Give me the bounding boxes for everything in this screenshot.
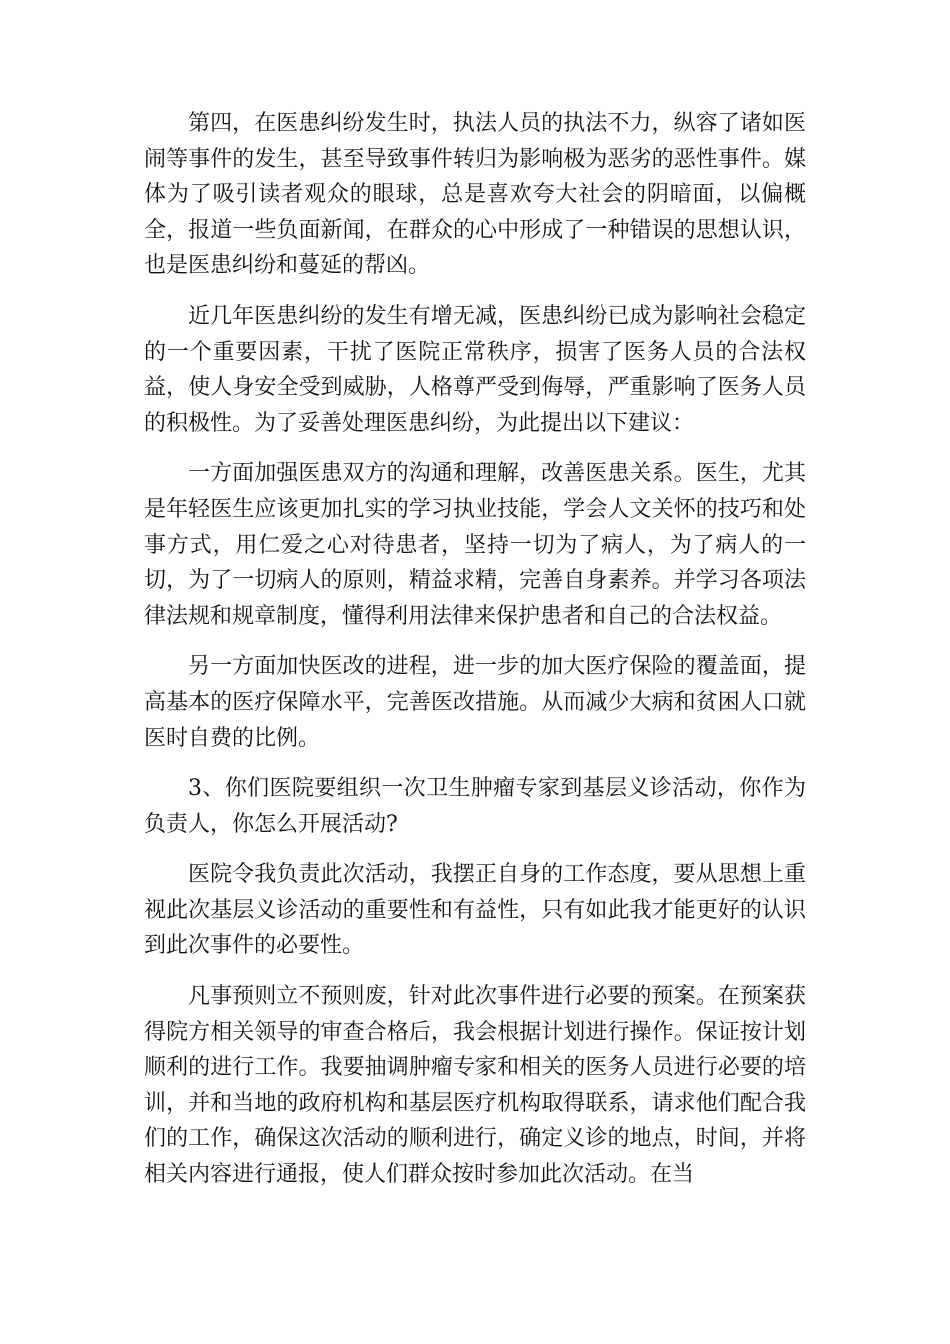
paragraph-answer-plan: 凡事预则立不预则废，针对此次事件进行必要的预案。在预案获得院方相关领导的审查合格后，我会根据计划进行操作。保证按计划顺利的进行工作。我要抽调肿瘤专家和相关的医务人员进行必要的培训，并和当地的政府机构和基层医疗机构取得联系，请求他们配合我们的工作，确保这次活动的顺利进行，确定义诊的地点，时间，并将相关内容进行通报，使人们群众按时参加此次活动。在当 [144,984,806,1188]
paragraph-medical-dispute-causes: 第四，在医患纠纷发生时，执法人员的执法不力，纵容了诸如医闹等事件的发生，甚至导致事件转归为影响极为恶劣的恶性事件。媒体为了吸引读者观众的眼球，总是喜欢夸大社会的阴暗面，以偏概全，报道一些负面新闻，在群众的心中形成了一种错误的思想认识，也是医患纠纷和蔓延的帮凶。 [144,111,806,279]
document-page [144,106,806,1208]
paragraph-answer-attitude: 医院令我负责此次活动，我摆正自身的工作态度，要从思想上重视此次基层义诊活动的重要性和有益性，只有如此我才能更好的认识到此次事件的必要性。 [144,862,806,959]
paragraph-question-3: 3、你们医院要组织一次卫生肿瘤专家到基层义诊活动，你作为负责人，你怎么开展活动? [144,776,806,837]
paragraph-dispute-impact: 近几年医患纠纷的发生有增无减，医患纠纷已成为影响社会稳定的一个重要因素，干扰了医院正常秩序，损害了医务人员的合法权益，使人身安全受到威胁，人格尊严受到侮辱，严重影响了医务人员的积极性。为了妥善处理医患纠纷，为此提出以下建议： [144,303,806,436]
paragraph-reform-suggestion: 另一方面加快医改的进程，进一步的加大医疗保险的覆盖面，提高基本的医疗保障水平，完善医改措施。从而减少大病和贫困人口就医时自费的比例。 [144,654,806,751]
paragraph-communication-suggestion: 一方面加强医患双方的沟通和理解，改善医患关系。医生，尤其是年轻医生应该更加扎实的学习执业技能，学会人文关怀的技巧和处事方式，用仁爱之心对待患者，坚持一切为了病人，为了病人的一切，为了一切病人的原则，精益求精，完善自身素养。并学习各项法律法规和规章制度，懂得利用法律来保护患者和自己的合法权益。 [144,461,806,629]
